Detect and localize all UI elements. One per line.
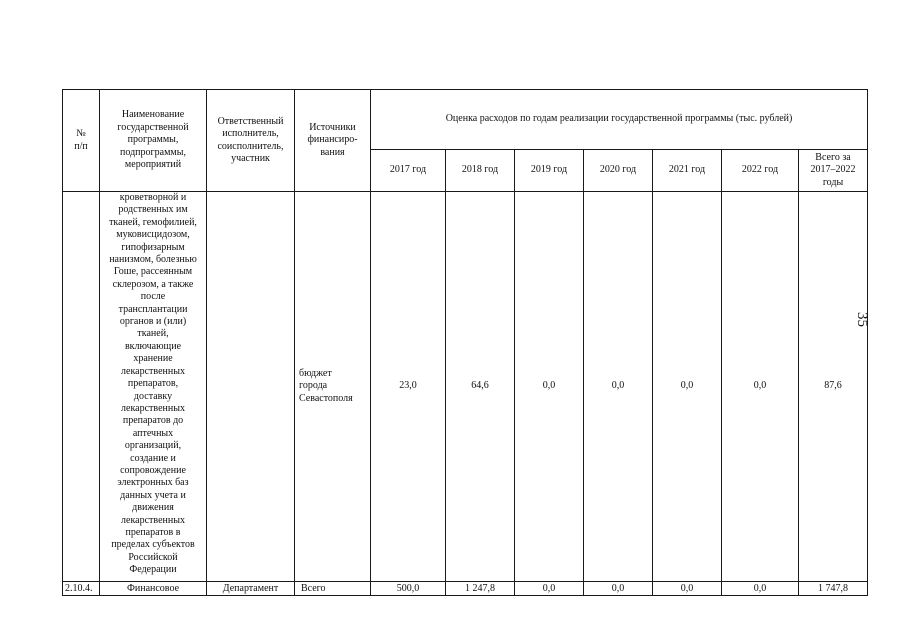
page-number: 35 xyxy=(854,312,870,327)
value-2021: 0,0 xyxy=(653,192,722,582)
col-header-total: Всего за 2017–2022 годы xyxy=(799,150,868,192)
col-header-year: 2020 год xyxy=(584,150,653,192)
value-total: 1 747,8 xyxy=(799,582,868,596)
col-header-name: Наименование государственной программы, подпрограммы, мероприятий xyxy=(100,90,207,192)
col-header-year: 2018 год xyxy=(446,150,515,192)
col-header-year: 2022 год xyxy=(722,150,799,192)
executor-cell: Департамент xyxy=(207,582,295,596)
col-header-no: № п/п xyxy=(63,90,100,192)
value-2019: 0,0 xyxy=(515,192,584,582)
value-2017: 500,0 xyxy=(371,582,446,596)
measure-name-cell: Финансовое xyxy=(100,582,207,596)
executor-cell xyxy=(207,192,295,582)
funding-source-cell: бюджет города Севастополя xyxy=(295,192,371,582)
table-row xyxy=(63,192,868,582)
table-row xyxy=(63,582,868,596)
value-2022: 0,0 xyxy=(722,192,799,582)
value-2020: 0,0 xyxy=(584,192,653,582)
program-budget-table xyxy=(62,89,868,596)
measure-name-cell: кроветворной и родственных им тканей, гемофилией, муковисцидозом, гипофизарным нанизмом, болезнью Гоше, рассеянным склерозом, а также после трансплантации органов и (или) тканей, включающие хранение лекарственных препаратов, доставку лекарственных препаратов до аптечных организаций, создание и сопровождение электронных баз данных учета и движения лекарственных препаратов в пределах субъектов Российской Федерации xyxy=(100,192,207,582)
col-header-executor: Ответственный исполнитель, соисполнитель, участник xyxy=(207,90,295,192)
row-number-cell xyxy=(63,192,100,582)
col-header-year: 2021 год xyxy=(653,150,722,192)
col-header-year: 2017 год xyxy=(371,150,446,192)
value-2021: 0,0 xyxy=(653,582,722,596)
value-total: 87,6 xyxy=(799,192,868,582)
value-2017: 23,0 xyxy=(371,192,446,582)
value-2022: 0,0 xyxy=(722,582,799,596)
col-header-year: 2019 год xyxy=(515,150,584,192)
value-2018: 1 247,8 xyxy=(446,582,515,596)
funding-source-cell: Всего xyxy=(295,582,371,596)
row-number-cell: 2.10.4. xyxy=(63,582,100,596)
col-header-estimate: Оценка расходов по годам реализации государственной программы (тыс. рублей) xyxy=(371,90,868,150)
header-row-1 xyxy=(63,90,868,150)
value-2018: 64,6 xyxy=(446,192,515,582)
value-2020: 0,0 xyxy=(584,582,653,596)
value-2019: 0,0 xyxy=(515,582,584,596)
col-header-sources: Источники финансиро- вания xyxy=(295,90,371,192)
